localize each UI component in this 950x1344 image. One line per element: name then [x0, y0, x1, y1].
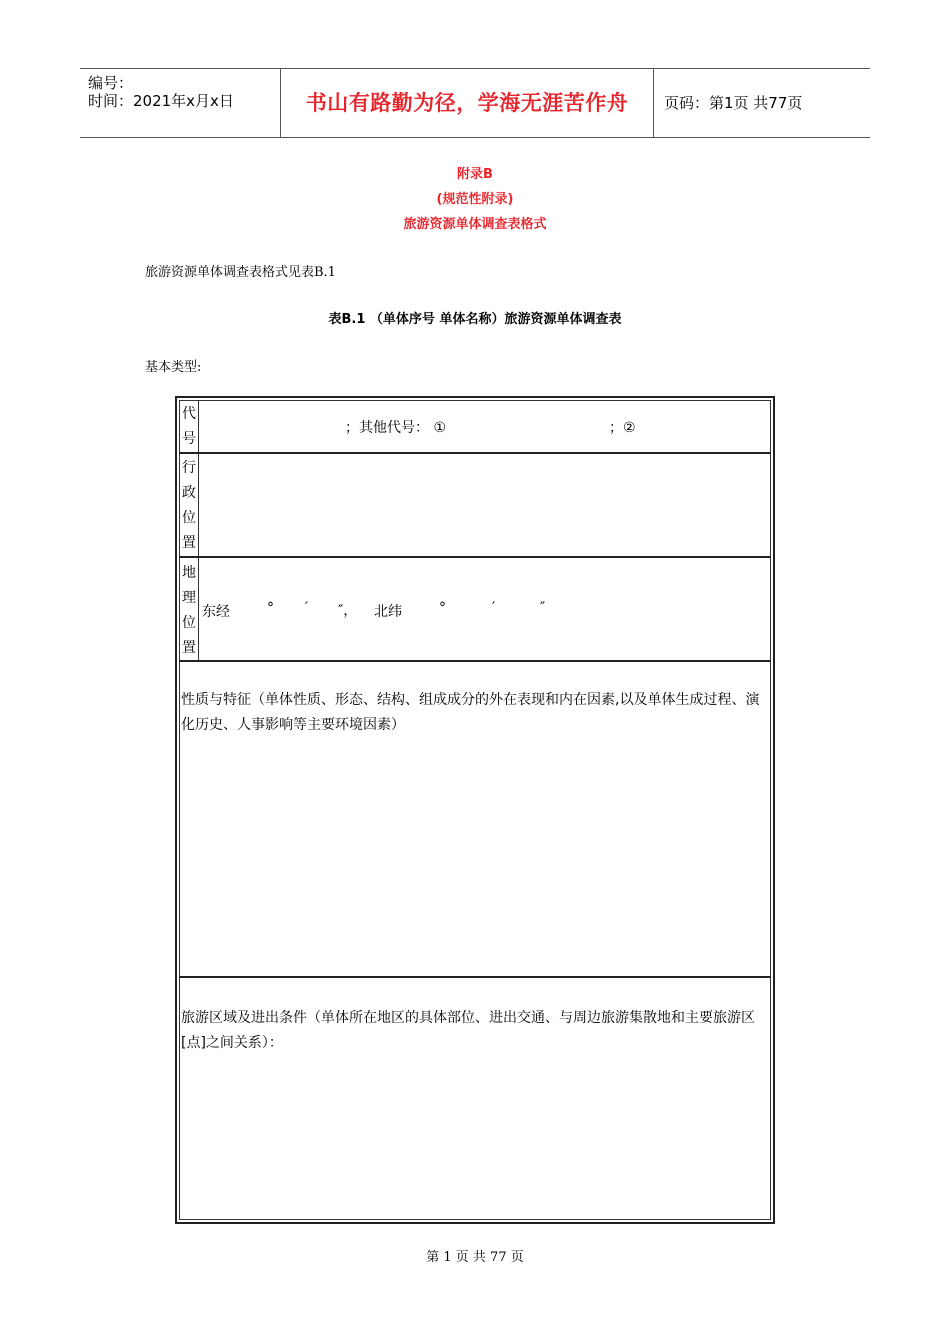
east-minute-mark: ′: [305, 600, 309, 616]
north-latitude-label: 北纬: [374, 604, 402, 620]
label-column-divider: [198, 558, 199, 660]
north-degree-mark: °: [439, 600, 446, 616]
header-meta-cell: [80, 69, 281, 137]
appendix-title: 附录B: [457, 167, 493, 182]
north-minute-mark: ′: [492, 600, 496, 616]
date-label: 时间：2021年x月x日: [88, 92, 234, 110]
north-second-mark: ″: [540, 600, 546, 616]
header-page-info: 页码：第1页 共77页: [664, 94, 803, 112]
east-degree-mark: °: [267, 600, 274, 616]
header-motto: 书山有路勤为径，学海无涯苦作舟: [281, 69, 654, 137]
admin-location-label: 行 政 位 置: [182, 460, 196, 551]
second-code-field: ；②: [609, 420, 636, 436]
geo-location-label: 地 理 位 置: [182, 565, 196, 656]
survey-form-table: [175, 396, 775, 1224]
basic-type-label: 基本类型:: [145, 360, 202, 375]
intro-text: 旅游资源单体调查表格式见表B.1: [145, 265, 336, 280]
serial-number-label: 编号：: [88, 74, 134, 92]
code-label: 代 号: [182, 406, 196, 447]
table-caption: 表B.1 （单体序号 单体名称）旅游资源单体调查表: [328, 312, 622, 327]
label-column-divider: [198, 400, 199, 452]
row-divider: [179, 660, 771, 662]
row-divider: [179, 976, 771, 978]
other-code-field: ；其他代号： ①: [345, 420, 447, 436]
format-title: 旅游资源单体调查表格式: [403, 217, 547, 232]
table-inner-border: [179, 400, 771, 1220]
nature-features-text: 性质与特征（单体性质、形态、结构、组成成分的外在表现和内在因素,以及单体生成过程、演化历史、人事影响等主要环境因素）: [181, 692, 760, 733]
east-second-mark: ″，: [338, 603, 358, 619]
label-column-divider: [198, 454, 199, 556]
row-divider: [179, 452, 771, 454]
row-divider: [179, 556, 771, 558]
east-longitude-label: 东经: [202, 604, 230, 620]
region-access-text: 旅游区域及进出条件（单体所在地区的具体部位、进出交通、与周边旅游集散地和主要旅游区[点]之间关系）：: [181, 1010, 755, 1051]
document-header: [80, 68, 870, 138]
normative-note: (规范性附录): [436, 192, 514, 207]
page-footer: 第 1 页 共 77 页: [426, 1250, 524, 1265]
